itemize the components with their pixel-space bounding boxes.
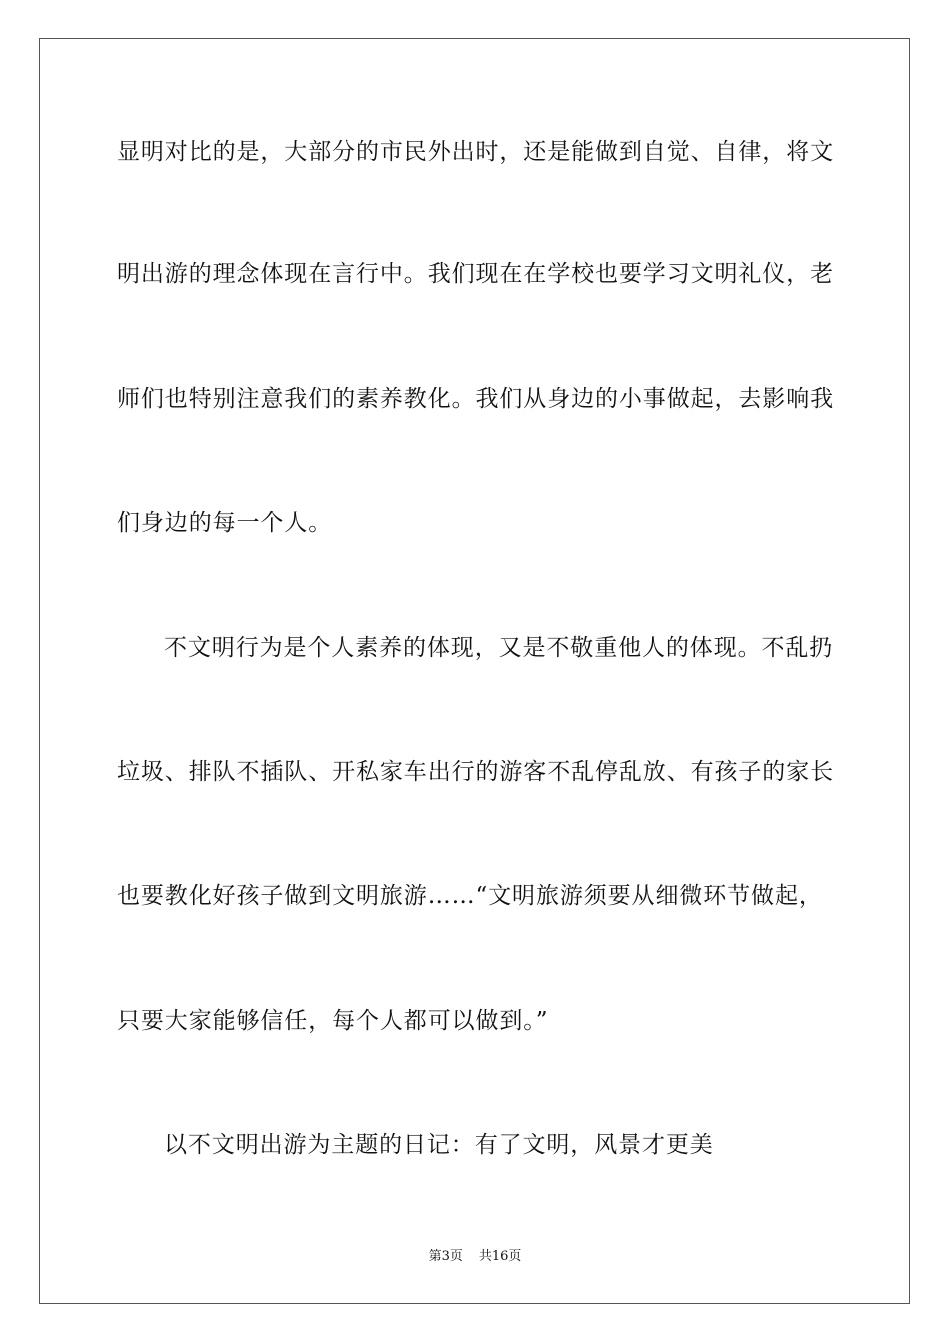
page-footer xyxy=(0,1248,950,1266)
section-heading: 以不文明出游为主题的日记：有了文明，风景才更美 xyxy=(164,1132,714,1158)
page-frame xyxy=(39,38,910,1304)
text-line: 只要大家能够信任，每个人都可以做到。” xyxy=(117,1008,549,1034)
text-line: 们身边的每一个人。 xyxy=(117,510,333,536)
text-line: 明出游的理念体现在言行中。我们现在在学校也要学习文明礼仪，老 xyxy=(117,261,834,287)
text-line: 不文明行为是个人素养的体现，又是不敬重他人的体现。不乱扔 xyxy=(164,635,834,661)
text-line: 显明对比的是，大部分的市民外出时，还是能做到自觉、自律，将文 xyxy=(117,139,834,165)
text-line: 垃圾、排队不插队、开私家车出行的游客不乱停乱放、有孩子的家长 xyxy=(117,759,834,785)
text-line: 也要教化好孩子做到文明旅游……“文明旅游须要从细微环节做起， xyxy=(117,883,823,909)
page-number: 第3页 xyxy=(428,1249,463,1264)
text-line: 师们也特别注意我们的素养教化。我们从身边的小事做起，去影响我 xyxy=(117,386,834,412)
page-total: 共16页 xyxy=(478,1249,522,1264)
